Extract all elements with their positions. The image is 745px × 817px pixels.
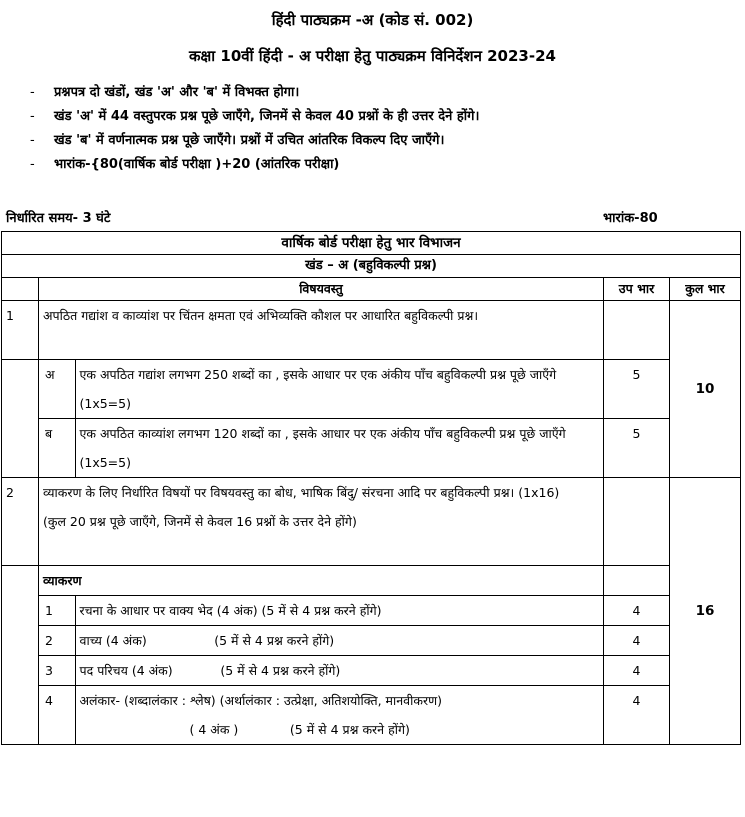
total-marks: 16 xyxy=(670,478,741,745)
page-subtitle: कक्षा 10वीं हिंदी - अ परीक्षा हेतु पाठ्यक्रम विनिर्देशन 2023-24 xyxy=(189,47,556,65)
sub-marks: 4 xyxy=(604,626,670,656)
instruction-item: - प्रश्नपत्र दो खंडों, खंड 'अ' और 'ब' में विभक्त होगा। xyxy=(30,82,735,106)
sub-item-cell xyxy=(39,360,604,419)
column-header-content: विषयवस्तु xyxy=(39,278,604,301)
sub-marks: 5 xyxy=(604,419,670,478)
max-marks: भारांक-80 xyxy=(603,211,658,226)
blank-cell xyxy=(2,278,39,301)
sub-marks: 5 xyxy=(604,360,670,419)
column-header-total-marks: कुल भार xyxy=(670,278,741,301)
instruction-item: - खंड 'ब' में वर्णनात्मक प्रश्न पूछे जाएँगे। प्रश्नों में उचित आंतरिक विकल्प दिए जाएँगे। xyxy=(30,130,735,154)
sub-marks: 4 xyxy=(604,686,670,745)
instruction-item: - भारांक-{80(वार्षिक बोर्ड परीक्षा )+20 (आंतरिक परीक्षा) xyxy=(30,154,735,178)
sub-item-text-line2: ( 4 अंक ) (5 में से 4 प्रश्न करने होंगे) xyxy=(189,722,410,737)
table-title: वार्षिक बोर्ड परीक्षा हेतु भार विभाजन xyxy=(2,232,741,255)
sub-item-text: वाच्य (4 अंक) (5 में से 4 प्रश्न करने होंगे) xyxy=(79,633,335,648)
row-number: 2 xyxy=(2,478,39,566)
sub-item-cell xyxy=(39,626,604,656)
page-title: हिंदी पाठ्यक्रम -अ (कोड सं. 002) xyxy=(271,11,474,29)
sub-item-label: 2 xyxy=(39,626,75,655)
row-number: 1 xyxy=(2,301,39,360)
grammar-heading: व्याकरण xyxy=(39,566,604,596)
blank-cell xyxy=(2,360,39,478)
column-header-sub-marks: उप भार xyxy=(604,278,670,301)
sub-item-cell xyxy=(39,686,604,745)
instruction-list xyxy=(30,82,735,178)
sub-item-text-line1: अलंकार- (शब्दालंकार : श्लेष) (अर्थालंकार : उत्प्रेक्षा, अतिशयोक्ति, मानवीकरण) xyxy=(79,693,443,708)
sub-item-label: 3 xyxy=(39,656,75,685)
sub-item-label: ब xyxy=(39,419,75,477)
section-heading: खंड – अ (बहुविकल्पी प्रश्न) xyxy=(2,255,741,278)
row-description: अपठित गद्यांश व काव्यांश पर चिंतन क्षमता एवं अभिव्यक्ति कौशल पर आधारित बहुविकल्पी प्रश्न। xyxy=(39,301,604,360)
row-description-note: (कुल 20 प्रश्न पूछे जाएँगे, जिनमें से केवल 16 प्रश्नों के उत्तर देने होंगे) xyxy=(43,514,357,529)
blank-cell xyxy=(604,566,670,596)
instruction-item: - खंड 'अ' में 44 वस्तुपरक प्रश्न पूछे जाएँगे, जिनमें से केवल 40 प्रश्नों के ही उत्तर देने होंगे। xyxy=(30,106,735,130)
sub-item-text: रचना के आधार पर वाक्य भेद (4 अंक) (5 में से 4 प्रश्न करने होंगे) xyxy=(79,603,382,618)
total-marks: 10 xyxy=(670,301,741,478)
marks-distribution-table xyxy=(1,231,741,745)
sub-item-cell xyxy=(39,656,604,686)
sub-item-label: 1 xyxy=(39,596,75,625)
blank-cell xyxy=(604,301,670,360)
sub-marks: 4 xyxy=(604,596,670,626)
sub-item-cell xyxy=(39,419,604,478)
sub-item-text xyxy=(75,686,603,744)
row-description xyxy=(39,478,604,566)
blank-cell xyxy=(2,566,39,745)
sub-marks: 4 xyxy=(604,656,670,686)
time-allowed: निर्धारित समय- 3 घंटे xyxy=(6,211,111,226)
sub-item-text: एक अपठित गद्यांश लगभग 250 शब्दों का , इसके आधार पर एक अंकीय पाँच बहुविकल्पी प्रश्न पूछे जाएँगे (1x5=5) xyxy=(79,367,557,411)
sub-item-label: अ xyxy=(39,360,75,418)
sub-item-cell xyxy=(39,596,604,626)
blank-cell xyxy=(604,478,670,566)
row-description-main: व्याकरण के लिए निर्धारित विषयों पर विषयवस्तु का बोध, भाषिक बिंदु/ संरचना आदि पर बहुविकल्पी प्रश्न। (1x16) xyxy=(43,485,560,500)
sub-item-text: एक अपठित काव्यांश लगभग 120 शब्दों का , इसके आधार पर एक अंकीय पाँच बहुविकल्पी प्रश्न पूछे जाएँगे (1x5=5) xyxy=(79,426,566,470)
sub-item-label: 4 xyxy=(39,686,75,744)
sub-item-text: पद परिचय (4 अंक) (5 में से 4 प्रश्न करने होंगे) xyxy=(79,663,341,678)
